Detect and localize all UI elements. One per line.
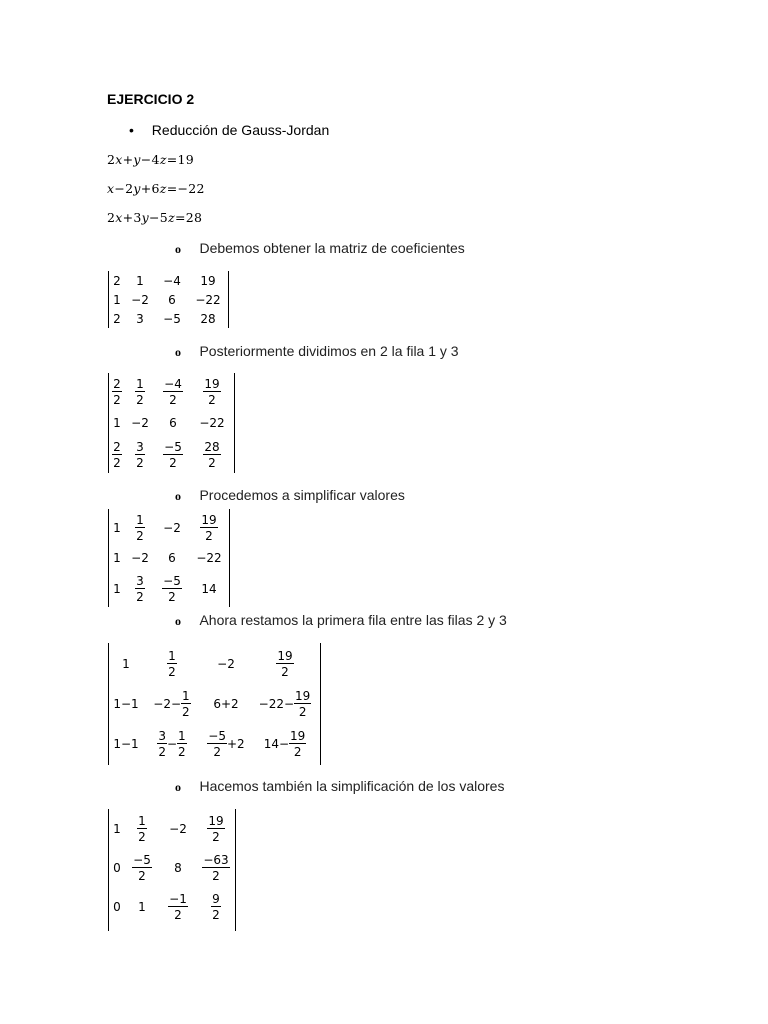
m4-cell: $\frac{3}{2}$ − $\frac{1}{2}$ — [158, 729, 186, 759]
m2-cell: $\frac{2}{2}$ — [113, 439, 121, 470]
equation-3: 2x+3y−5z=28 — [107, 210, 203, 225]
m2-cell: $\frac{19}{2}$ — [204, 376, 220, 407]
m5-cell: 0 — [113, 900, 121, 914]
m3-cell: −22 — [196, 551, 222, 565]
m2-cell: −22 — [199, 416, 225, 430]
step-marker: o — [175, 614, 181, 628]
m1-cell: 3 — [136, 311, 144, 326]
m5-cell: 1 — [138, 900, 146, 914]
step-2-text: Posteriormente dividimos en 2 la fila 1 y 3 — [199, 343, 459, 359]
m1-cell: 6 — [168, 292, 176, 307]
m4-cell: $\frac{19}{2}$ — [277, 649, 293, 679]
matrix-subtracted — [108, 643, 321, 765]
m1-cell: −5 — [163, 311, 181, 326]
m4-cell: 1−1 — [113, 737, 139, 751]
m1-cell: −4 — [163, 273, 181, 288]
m4-cell: −2 — [217, 657, 235, 671]
m2-cell: −2 — [131, 416, 149, 430]
step-5-text: Hacemos también la simplificación de los valores — [199, 778, 505, 794]
step-marker: o — [175, 242, 181, 256]
step-marker: o — [175, 345, 181, 359]
matrix-divided — [108, 373, 235, 473]
m4-cell: $\frac{1}{2}$ — [168, 649, 176, 679]
step-1 — [175, 240, 465, 258]
m2-cell: $\frac{28}{2}$ — [204, 439, 220, 470]
m5-cell: $\frac{-1}{2}$ — [169, 892, 187, 922]
step-marker: o — [175, 780, 181, 794]
m4-cell: −22− $\frac{19}{2}$ — [258, 689, 311, 719]
step-2 — [175, 343, 459, 361]
m2-cell: $\frac{1}{2}$ — [136, 376, 144, 407]
m3-cell: −2 — [163, 520, 181, 535]
m5-cell: 8 — [174, 861, 182, 875]
m1-cell: 2 — [113, 311, 121, 326]
m5-cell: $\frac{1}{2}$ — [138, 814, 146, 844]
equation-2: x−2y+6z=−22 — [107, 181, 205, 196]
step-1-text: Debemos obtener la matriz de coeficientes — [199, 240, 465, 256]
m5-cell: $\frac{19}{2}$ — [208, 814, 224, 844]
m1-cell: 1 — [136, 273, 144, 288]
matrix-coefficients — [108, 271, 229, 328]
m3-cell: 1 — [113, 551, 121, 565]
equation-1: 2x+y−4z=19 — [107, 152, 194, 167]
m3-cell: −2 — [131, 551, 149, 565]
m4-cell: 14− $\frac{19}{2}$ — [263, 729, 306, 759]
m1-cell: 19 — [200, 273, 216, 288]
m1-cell: 1 — [113, 292, 121, 307]
m3-cell: $\frac{1}{2}$ — [136, 512, 144, 543]
m2-cell: $\frac{3}{2}$ — [136, 439, 144, 470]
step-5 — [175, 778, 504, 796]
m2-cell: $\frac{2}{2}$ — [113, 376, 121, 407]
m1-cell: 28 — [200, 311, 216, 326]
m3-cell: 14 — [201, 581, 217, 596]
m2-cell: 6 — [169, 416, 177, 430]
m5-cell: 0 — [113, 861, 121, 875]
m4-cell: −2− $\frac{1}{2}$ — [153, 689, 190, 719]
m2-cell: $\frac{-4}{2}$ — [164, 376, 182, 407]
m4-cell: 6+2 — [213, 697, 239, 711]
exercise-title: EJERCICIO 2 — [107, 91, 195, 107]
m5-cell: $\frac{9}{2}$ — [212, 892, 220, 922]
m3-cell: 6 — [168, 551, 176, 565]
m5-cell: −2 — [169, 822, 187, 836]
m4-cell: $\frac{-5}{2}$ +2 — [208, 729, 245, 759]
step-4 — [175, 612, 507, 630]
m2-cell: 1 — [113, 416, 121, 430]
m1-cell: −22 — [195, 292, 221, 307]
m3-cell: $\frac{3}{2}$ — [136, 573, 144, 604]
m3-cell: $\frac{19}{2}$ — [201, 512, 217, 543]
step-marker: o — [175, 489, 181, 503]
m5-cell: 1 — [113, 822, 121, 836]
bullet-text: Reducción de Gauss-Jordan — [151, 122, 330, 138]
m5-cell: $\frac{-63}{2}$ — [203, 853, 229, 883]
matrix-simplified — [108, 509, 230, 607]
matrix-final — [108, 809, 236, 931]
step-4-text: Ahora restamos la primera fila entre las filas 2 y 3 — [199, 612, 507, 628]
m1-cell: −2 — [131, 292, 149, 307]
m2-cell: $\frac{-5}{2}$ — [164, 439, 182, 470]
m3-cell: 1 — [113, 581, 121, 596]
m5-cell: $\frac{-5}{2}$ — [133, 853, 151, 883]
m4-cell: 1−1 — [113, 697, 139, 711]
step-3 — [175, 487, 405, 505]
m3-cell: 1 — [113, 520, 121, 535]
bullet-dot: • — [129, 122, 134, 138]
bullet-item — [129, 122, 329, 138]
m3-cell: $\frac{-5}{2}$ — [163, 573, 181, 604]
step-3-text: Procedemos a simplificar valores — [199, 487, 405, 503]
m1-cell: 2 — [113, 273, 121, 288]
m4-cell: 1 — [122, 657, 130, 671]
